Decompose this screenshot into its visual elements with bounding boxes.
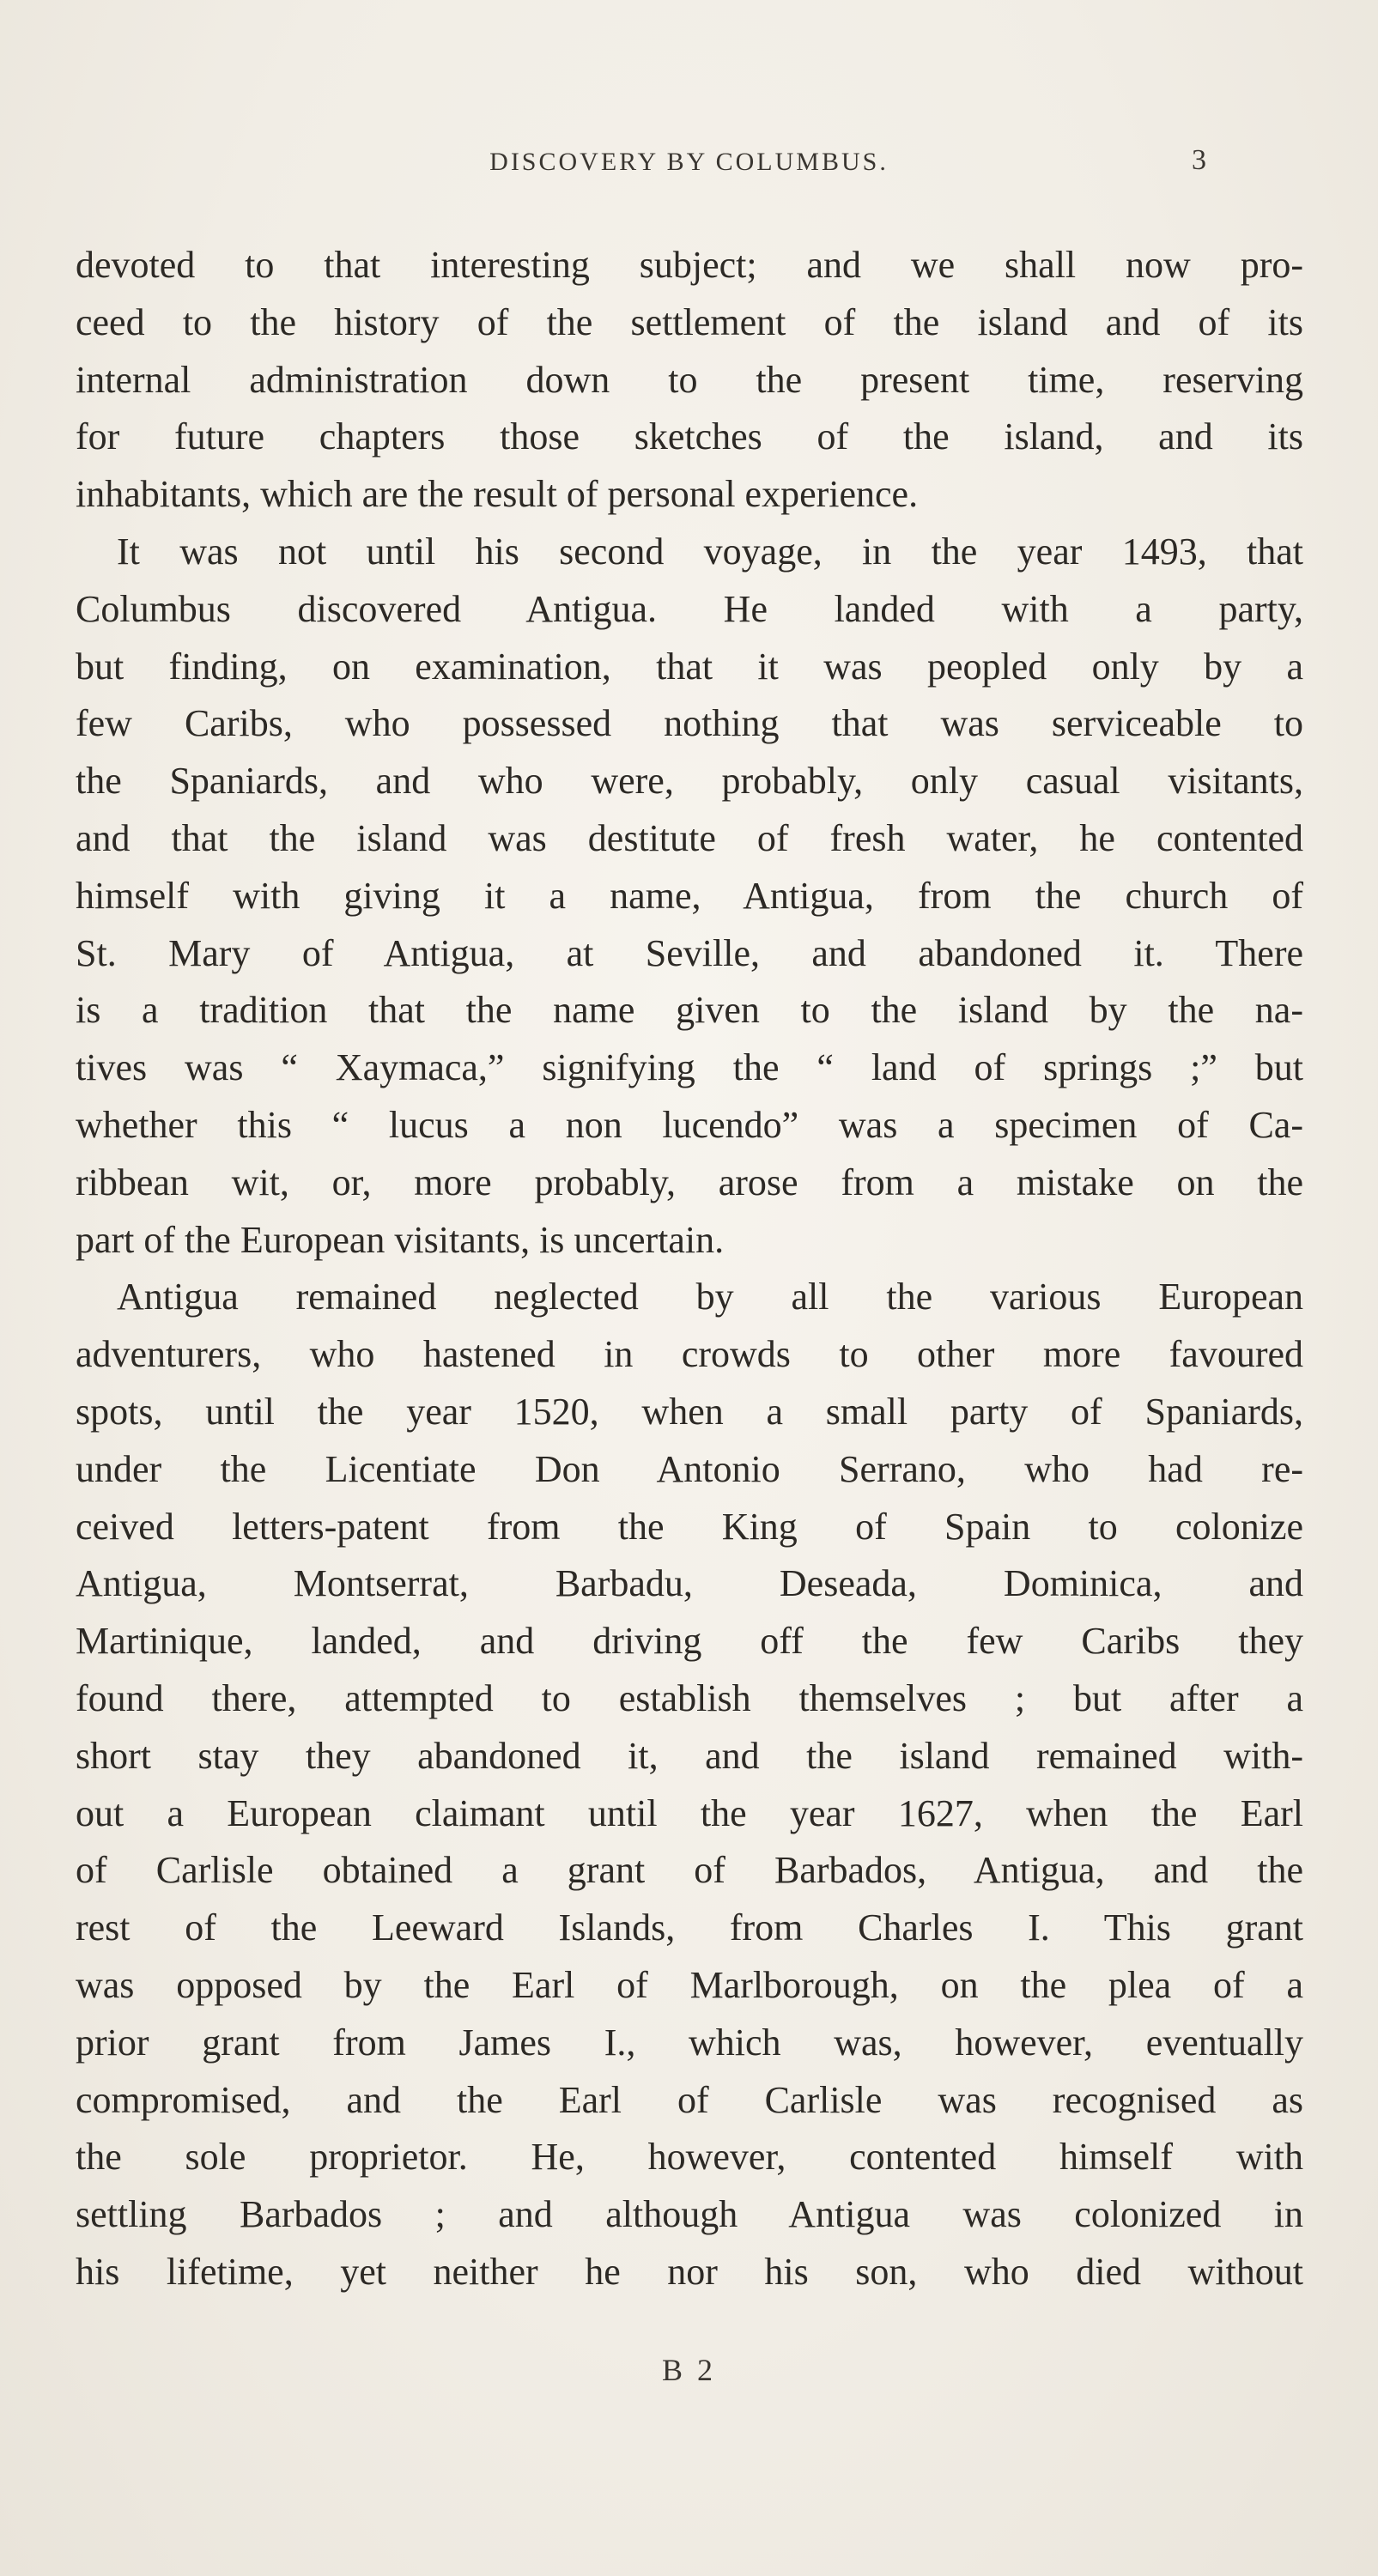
text-line: part of the European visitants, is uncertain. xyxy=(76,1218,725,1261)
text-line: rest of the Leeward Islands, from Charles I. This grant xyxy=(76,1906,1303,1949)
text-line: short stay they abandoned it, and the island remained with- xyxy=(76,1734,1303,1777)
text-line: Antigua remained neglected by all the various European xyxy=(117,1276,1303,1318)
text-line: devoted to that interesting subject; and we shall now pro- xyxy=(76,244,1303,286)
text-line: of Carlisle obtained a grant of Barbados, Antigua, and the xyxy=(76,1849,1303,1892)
text-line: Antigua, Montserrat, Barbadu, Deseada, Dominica, and xyxy=(76,1562,1303,1605)
running-head: DISCOVERY BY COLUMBUS. xyxy=(489,148,889,176)
text-line: the Spaniards, and who were, probably, only casual visitants, xyxy=(76,760,1303,803)
text-line: whether this “ lucus a non lucendo” was a specimen of Ca- xyxy=(76,1103,1303,1146)
text-line: was opposed by the Earl of Marlborough, on the plea of a xyxy=(76,1963,1303,2006)
text-line: his lifetime, yet neither he nor his son, who died without xyxy=(76,2250,1303,2293)
text-line: the sole proprietor. He, however, contented himself with xyxy=(76,2136,1303,2179)
text-line: under the Licentiate Don Antonio Serrano, who had re- xyxy=(76,1447,1303,1490)
text-line: Martinique, landed, and driving off the few Caribs they xyxy=(76,1620,1303,1663)
text-line: spots, until the year 1520, when a small party of Spaniards, xyxy=(76,1390,1303,1433)
page-header xyxy=(0,144,1378,196)
text-line: found there, attempted to establish themselves ; but after a xyxy=(76,1676,1303,1719)
text-line: few Caribs, who possessed nothing that was serviceable to xyxy=(76,702,1303,745)
text-line: It was not until his second voyage, in the year 1493, that xyxy=(117,530,1303,573)
text-line: Columbus discovered Antigua. He landed with a party, xyxy=(76,587,1303,630)
text-line: for future chapters those sketches of the island, and its xyxy=(76,415,1303,458)
text-line: ceed to the history of the settlement of the island and of its xyxy=(76,300,1303,343)
text-line: ceived letters-patent from the King of Spain to colonize xyxy=(76,1505,1303,1548)
text-line: and that the island was destitute of fresh water, he contented xyxy=(76,816,1303,859)
signature-mark: B 2 xyxy=(661,2353,716,2387)
text-line: ribbean wit, or, more probably, arose from a mistake on the xyxy=(76,1161,1303,1203)
text-line: St. Mary of Antigua, at Seville, and abandoned it. There xyxy=(76,931,1303,974)
text-line: adventurers, who hastened in crowds to other more favoured xyxy=(76,1333,1303,1376)
text-line: is a tradition that the name given to the island by the na- xyxy=(76,989,1303,1032)
text-line: prior grant from James I., which was, however, eventually xyxy=(76,2021,1303,2064)
text-line: himself with giving it a name, Antigua, from the church of xyxy=(76,874,1303,917)
text-line: internal administration down to the present time, reserving xyxy=(76,358,1303,401)
text-line: settling Barbados ; and although Antigua was colonized in xyxy=(76,2193,1303,2236)
text-line: inhabitants, which are the result of personal experience. xyxy=(76,473,919,516)
text-line: compromised, and the Earl of Carlisle was recognised as xyxy=(76,2078,1303,2121)
text-line: tives was “ Xaymaca,” signifying the “ land of springs ;” but xyxy=(76,1046,1303,1089)
text-line: out a European claimant until the year 1627, when the Earl xyxy=(76,1791,1303,1834)
page-number: 3 xyxy=(1192,144,1206,176)
text-line: but finding, on examination, that it was peopled only by a xyxy=(76,645,1303,688)
body-text xyxy=(76,237,1303,2301)
